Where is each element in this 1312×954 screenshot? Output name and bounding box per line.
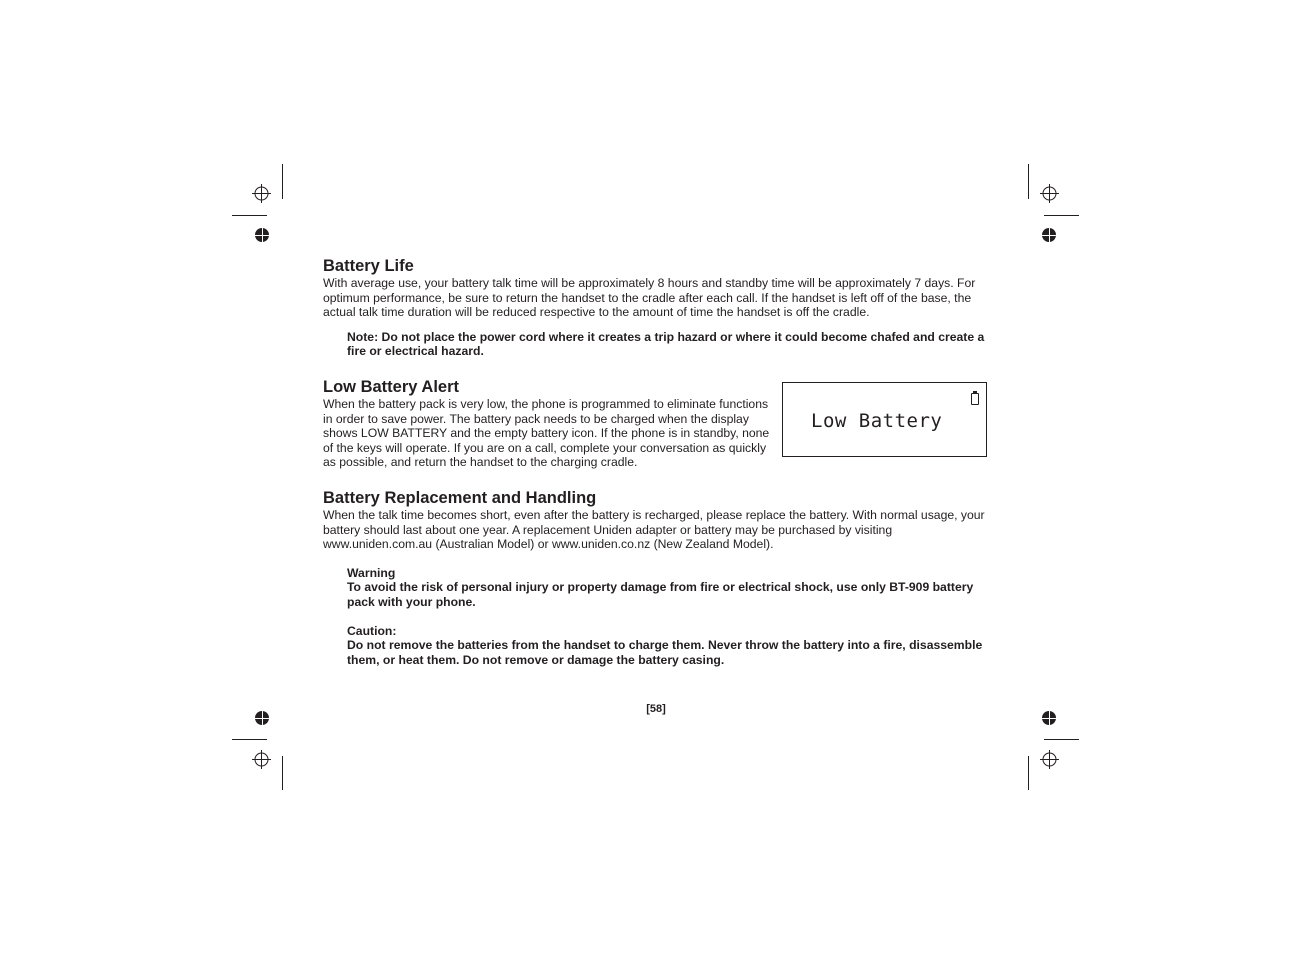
low-battery-alert-body: When the battery pack is very low, the phone is programmed to eliminate functions in order to save power. The battery pack needs to be charged when the display shows LOW BATTERY and the empty battery icon. If the phone is in standby, none of the keys will operate. If you are on a call, complete your conversation as quickly as possible, and return the handset to the charging cradle. — [323, 396, 770, 470]
warning-text: To avoid the risk of personal injury or property damage from fire or electrical shock, use only BT-909 battery pack with your phone. — [347, 580, 974, 609]
caution-block — [347, 624, 987, 668]
battery-life-heading: Battery Life — [323, 257, 414, 275]
battery-replacement-body: When the talk time becomes short, even after the battery is recharged, please replace the battery. With normal usage, your battery should last about one year. A replacement Uniden adapter or battery may be purchased by visiting www.uniden.com.au (Australian Model) or www.uniden.co.nz (New Zealand Model). — [323, 507, 985, 552]
crop-mark — [1044, 739, 1079, 740]
registration-dot-icon — [1042, 228, 1056, 242]
caution-title: Caution: — [347, 623, 397, 638]
display-text: Low Battery — [811, 409, 943, 432]
page-number: [58] — [646, 703, 666, 715]
caution-text: Do not remove the batteries from the handset to charge them. Never throw the battery into a fire, disassemble them, or heat them. Do not remove or damage the battery casing. — [347, 638, 983, 667]
registration-dot-icon — [255, 228, 269, 242]
registration-mark-icon — [1040, 750, 1059, 769]
battery-life-body: With average use, your battery talk time will be approximately 8 hours and standby time will be approximately 7 days. For optimum performance, be sure to return the handset to the cradle after each call. If the handset is left off of the base, the actual talk time duration will be reduced respective to the amount of time the handset is off the cradle. — [323, 276, 976, 320]
handset-display-illustration — [782, 382, 987, 457]
page-content — [323, 256, 987, 667]
empty-battery-icon — [971, 393, 979, 405]
crop-mark — [1028, 164, 1029, 199]
low-battery-alert-heading: Low Battery Alert — [323, 377, 459, 396]
battery-replacement-section — [323, 488, 987, 667]
crop-mark — [282, 164, 283, 199]
battery-replacement-heading: Battery Replacement and Handling — [323, 488, 597, 507]
crop-mark — [282, 756, 283, 790]
crop-mark — [232, 739, 267, 740]
low-battery-alert-section — [323, 377, 987, 470]
crop-mark — [1028, 756, 1029, 790]
registration-mark-icon — [1040, 184, 1059, 203]
crop-mark — [232, 215, 267, 216]
crop-mark — [1044, 215, 1079, 216]
registration-mark-icon — [252, 184, 271, 203]
warning-title: Warning — [347, 565, 396, 580]
power-cord-note: Note: Do not place the power cord where it creates a trip hazard or where it could become chafed and create a fire or electrical hazard. — [347, 329, 985, 359]
battery-life-section — [323, 256, 987, 359]
registration-mark-icon — [252, 750, 271, 769]
warning-block — [347, 566, 987, 610]
